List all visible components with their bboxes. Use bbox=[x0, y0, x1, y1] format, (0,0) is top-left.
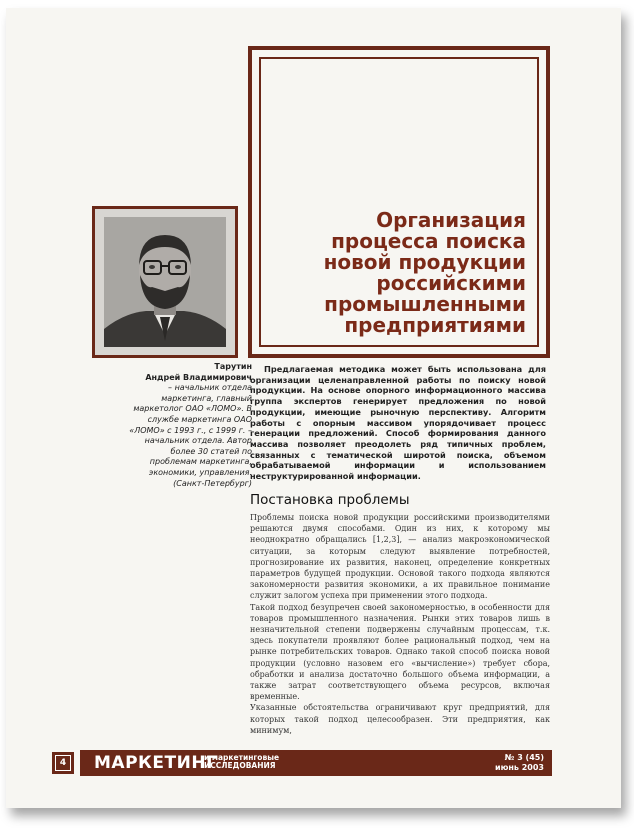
brand-sub-line2: ИССЛЕДОВАНИЯ bbox=[204, 761, 276, 770]
body-paragraph: Указанные обстоятельства ограничивают круг предприятий, для которых такой подход целесообразен. Эти предприятия, как минимум, bbox=[250, 703, 550, 735]
page-number-badge bbox=[52, 752, 74, 774]
author-info bbox=[126, 362, 252, 489]
title-line: Организация bbox=[376, 208, 526, 232]
issue-info bbox=[495, 753, 544, 773]
article-body bbox=[250, 512, 550, 736]
brand-subtitle bbox=[204, 754, 279, 770]
author-photo bbox=[104, 217, 226, 347]
issue-date: июнь 2003 bbox=[494, 763, 544, 772]
magazine-page bbox=[6, 8, 621, 808]
author-bio: – начальник отдела маркетинга, главный маркетолог ОАО «ЛОМО». В службе маркетинга ОАО «ЛОМО» с 1993 г., с 1999 г. – начальник отдела. Автор более 30 статей по проблемам маркетинга, экономики, управления. (Санкт-Петербург) bbox=[129, 383, 252, 488]
title-line: процесса поиска bbox=[331, 229, 526, 253]
page-number: 4 bbox=[55, 755, 71, 771]
author-photo-frame bbox=[92, 206, 238, 358]
section-heading: Постановка проблемы bbox=[250, 492, 410, 508]
title-line: новой продукции bbox=[323, 250, 526, 274]
brand-sub-line1: и маркетинговые bbox=[204, 753, 280, 762]
title-frame bbox=[248, 46, 550, 358]
brand-bar bbox=[80, 750, 552, 776]
author-name: Андрей Владимирович bbox=[145, 372, 252, 382]
title-line: российскими bbox=[376, 271, 526, 295]
title-line: предприятиями bbox=[344, 313, 526, 337]
page-footer bbox=[52, 750, 552, 778]
body-paragraph: Проблемы поиска новой продукции российскими производителями решаются двумя способами. Один из них, к которому мы неоднократно обращались [1,2,3], — анализ макроэкономической ситуации, за которым следуют выявление потребностей, прогнозирование их развития, наконец, определение конкретных параметров будущей продукции. Основой такого подхода являются закономерности развития экономики, а их правильное понимание служит залогом успеха при применении этого подхода. bbox=[250, 513, 550, 601]
issue-number: № 3 (45) bbox=[504, 753, 544, 762]
brand-logo: МАРКЕТИНГ bbox=[94, 753, 218, 773]
title-line: промышленными bbox=[324, 292, 526, 316]
article-lead: Предлагаемая методика может быть использована для организации целенаправленной работы по поиску новой продукции. На основе опорного информационного массива группа экспертов генерирует предложения по новой продукции, имеющие рыночную перспективу. Алгоритм работы с опорным массивом упорядочивает процесс генерации предложений. Способ формирования данного массива позволяет преодолеть ряд типичных проблем, связанных с тематической широтой поиска, объемом обрабатываемой информации и использованием неструктурированной информации. bbox=[250, 364, 546, 482]
portrait-illustration bbox=[104, 217, 226, 347]
author-surname: Тарутин bbox=[214, 362, 252, 371]
article-title bbox=[286, 210, 526, 336]
body-paragraph: Такой подход безупречен своей закономерностью, в особенности для товаров промышленного назначения. Рынки этих товаров лишь в незначительной степени подвержены случайным процессам, т.к. здесь покупатели проявляют более рациональный подход, чем на рынке потребительских товаров. Однако такой способ поиска новой продукции (условно назовем его «вычисление») требует сбора, обработки и анализа достаточно большого объема информации, а также затрат соответствующего объема ресурсов, включая временные. bbox=[250, 602, 550, 702]
